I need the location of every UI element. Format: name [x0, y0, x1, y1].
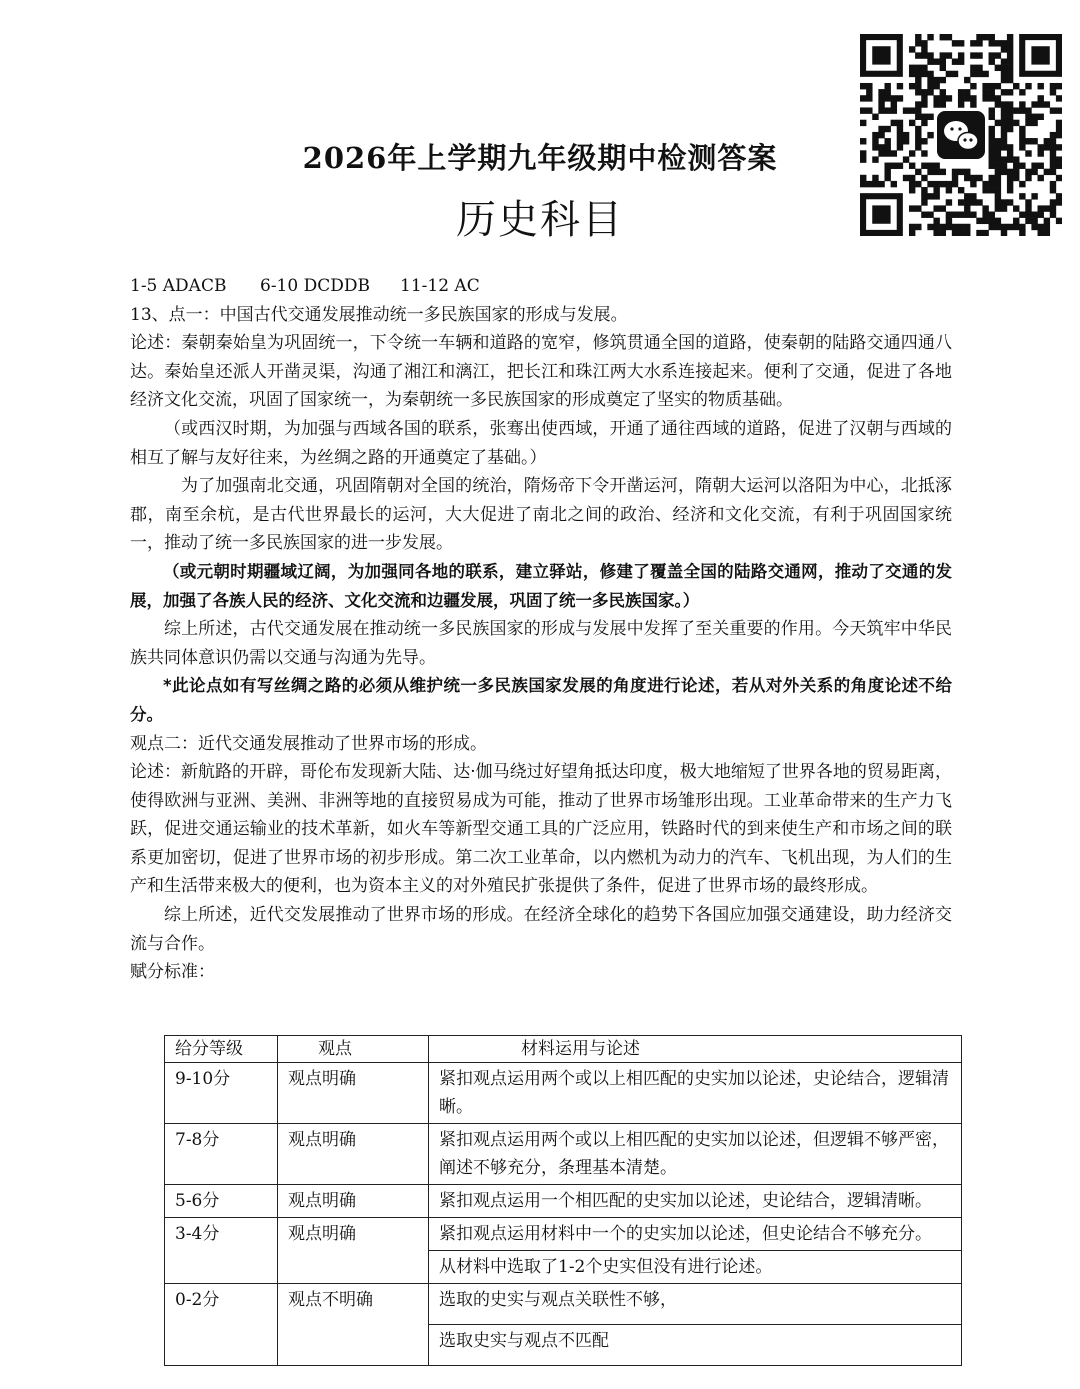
desc-cell: 紧扣观点运用两个或以上相匹配的史实加以论述，但逻辑不够严密，阐述不够充分，条理基本清楚。: [429, 1124, 962, 1185]
grade-cell: 3-4分: [165, 1218, 278, 1284]
header-material: 材料运用与论述: [429, 1036, 962, 1063]
viewpoint-2: 观点二：近代交通发展推动了世界市场的形成。: [130, 733, 487, 754]
mc-group-2: 6-10 DCDDB: [260, 276, 370, 296]
grade-cell: 9-10分: [165, 1063, 278, 1124]
argument-1-han: （或西汉时期，为加强与西域各国的联系，张骞出使西域，开通了通往西域的道路，促进了汉朝与西域的相互了解与友好往来，为丝绸之路的开通奠定了基础。）: [130, 418, 952, 468]
grade-cell: 5-6分: [165, 1185, 278, 1218]
summary-1: 综上所述，古代交通发展在推动统一多民族国家的形成与发展中发挥了至关重要的作用。今天筑牢中华民族共同体意识仍需以交通与沟通为先导。: [130, 619, 952, 668]
view-cell: 观点明确: [278, 1185, 429, 1218]
table-row: [165, 1218, 962, 1251]
grade-cell: 0-2分: [165, 1284, 278, 1366]
subject-title: 历史科目: [456, 197, 624, 243]
view-cell: 观点明确: [278, 1063, 429, 1124]
desc-cell: 选取史实与观点不匹配: [429, 1325, 962, 1366]
table-row: [165, 1185, 962, 1218]
answer-content: [130, 272, 952, 987]
argument-1-yuan: （或元朝时期疆域辽阔，为加强同各地的联系，建立驿站，修建了覆盖全国的陆路交通网，推动了交通的发展，加强了各族人民的经济、文化交流和边疆发展，巩固了统一多民族国家。）: [130, 561, 952, 610]
header-grade: 给分等级: [165, 1036, 278, 1063]
table-row: [165, 1124, 962, 1185]
table-row: [165, 1284, 962, 1325]
mc-group-1: 1-5 ADACB: [130, 276, 227, 296]
desc-cell: 选取的史实与观点关联性不够，: [429, 1284, 962, 1325]
rubric-table: [164, 1035, 962, 1366]
table-row: [165, 1063, 962, 1124]
multiple-choice-answers: [130, 272, 952, 301]
desc-cell: 紧扣观点运用材料中一个的史实加以论述，但史论结合不够充分。: [429, 1218, 962, 1251]
argument-2: 论述：新航路的开辟，哥伦布发现新大陆、达·伽马绕过好望角抵达印度，极大地缩短了世界各地的贸易距离，使得欧洲与亚洲、美洲、非洲等地的直接贸易成为可能，推动了世界市场雏形出现。工业革命带来的生产力飞跃，促进交通运输业的技术革新，如火车等新型交通工具的广泛应用，铁路时代的到来使生产和市场之间的联系更加密切，促进了世界市场的初步形成。第二次工业革命，以内燃机为动力的汽车、飞机出现，为人们的生产和生活带来极大的便利，也为资本主义的对外殖民扩张提供了条件，促进了世界市场的最终形成。: [130, 762, 952, 897]
desc-cell: 紧扣观点运用一个相匹配的史实加以论述，史论结合，逻辑清晰。: [429, 1185, 962, 1218]
argument-1-qin: 论述：秦朝秦始皇为巩固统一，下令统一车辆和道路的宽窄，修筑贯通全国的道路，使秦朝的陆路交通四通八达。秦始皇还派人开凿灵渠，沟通了湘江和漓江，把长江和珠江两大水系连接起来。便利了交通，促进了各地经济文化交流，巩固了国家统一，为秦朝统一多民族国家的形成奠定了坚实的物质基础。: [130, 333, 952, 411]
mc-group-3: 11-12 AC: [400, 276, 480, 296]
desc-cell: 紧扣观点运用两个或以上相匹配的史实加以论述，史论结合，逻辑清晰。: [429, 1063, 962, 1124]
view-cell: 观点不明确: [278, 1284, 429, 1366]
rubric-label: 赋分标准：: [130, 962, 215, 983]
summary-2: 综上所述，近代交发展推动了世界市场的形成。在经济全球化的趋势下各国应加强交通建设，助力经济交流与合作。: [130, 905, 952, 954]
view-cell: 观点明确: [278, 1124, 429, 1185]
scoring-note: *此论点如有写丝绸之路的必须从维护统一多民族国家发展的角度进行论述，若从对外关系的角度论述不给分。: [130, 676, 952, 724]
grade-cell: 7-8分: [165, 1124, 278, 1185]
argument-1-sui: 为了加强南北交通，巩固隋朝对全国的统治，隋炀帝下令开凿运河，隋朝大运河以洛阳为中心，北抵涿郡，南至余杭，是古代世界最长的运河，大大促进了南北之间的政治、经济和文化交流，有利于巩固国家统一，推动了统一多民族国家的进一步发展。: [130, 476, 952, 554]
rubric-header-row: [165, 1036, 962, 1063]
page-title: 2026年上学期九年级期中检测答案: [302, 141, 778, 175]
desc-cell: 从材料中选取了1-2个史实但没有进行论述。: [429, 1251, 962, 1284]
header-view: 观点: [278, 1036, 429, 1063]
view-cell: 观点明确: [278, 1218, 429, 1284]
viewpoint-1: 13、点一：中国古代交通发展推动统一多民族国家的形成与发展。: [130, 304, 628, 325]
